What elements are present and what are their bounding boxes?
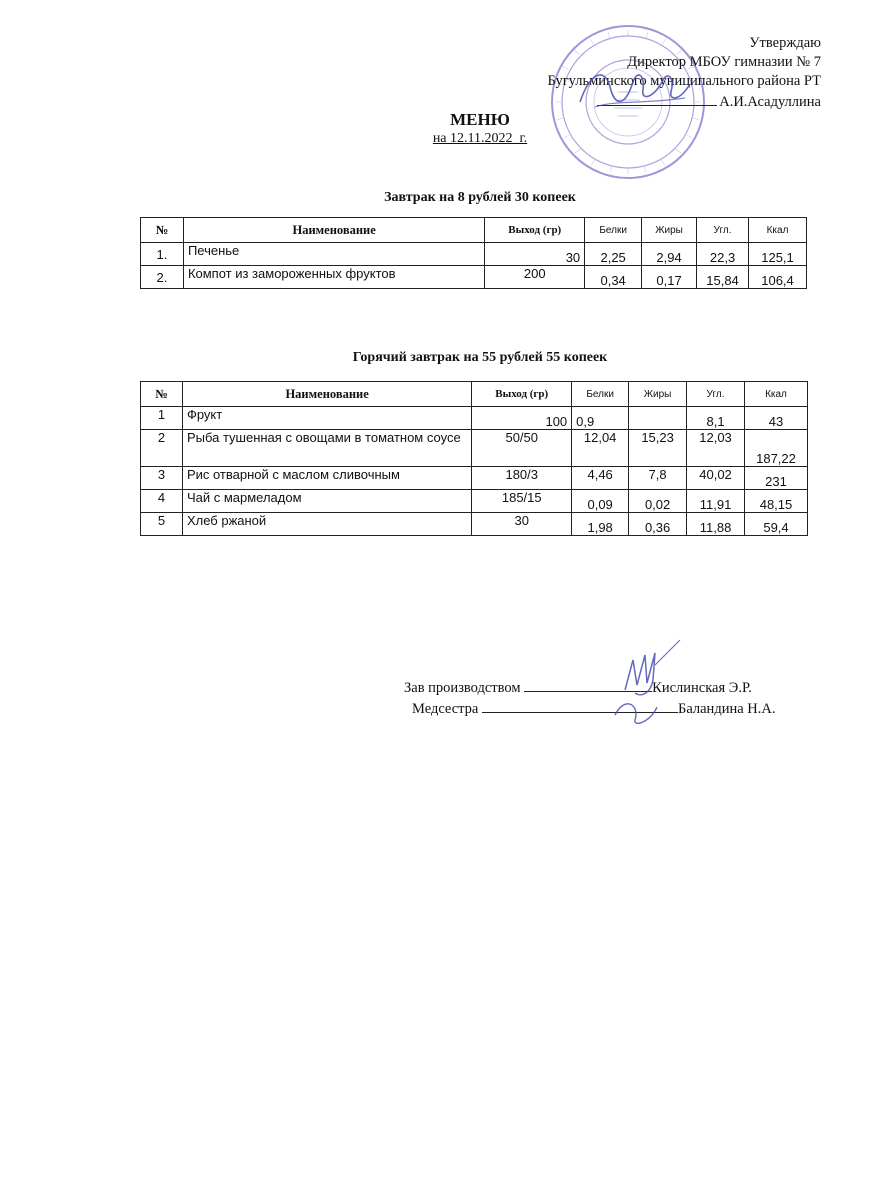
col-header: Наименование — [182, 382, 471, 407]
dish-carbs: 11,88 — [687, 513, 745, 536]
page-title: МЕНЮ — [450, 110, 510, 129]
dish-carbs: 22,3 — [697, 243, 749, 266]
dish-protein: 4,46 — [572, 467, 629, 490]
dish-kcal: 43 — [745, 407, 808, 430]
dish-name: Чай с мармеладом — [182, 490, 471, 513]
col-header: № — [141, 382, 183, 407]
table-row — [141, 243, 807, 266]
hot-breakfast-section-title: Горячий завтрак на 55 рублей 55 копеек — [352, 350, 608, 365]
table-header-row — [141, 218, 807, 243]
col-header: Наименование — [183, 218, 484, 243]
row-number: 4 — [141, 490, 183, 513]
dish-protein: 0,09 — [572, 490, 629, 513]
table-row — [141, 513, 808, 536]
dish-yield: 30 — [472, 513, 572, 536]
dish-name: Рис отварной с маслом сливочным — [182, 467, 471, 490]
table-header-row — [141, 382, 808, 407]
dish-kcal: 59,4 — [745, 513, 808, 536]
dish-name: Печенье — [183, 243, 484, 266]
nurse-name: Баландина Н.А. — [678, 701, 776, 717]
dish-yield: 185/15 — [472, 490, 572, 513]
dish-name: Компот из замороженных фруктов — [183, 266, 484, 289]
row-number: 3 — [141, 467, 183, 490]
dish-name: Хлеб ржаной — [182, 513, 471, 536]
production-label: Зав производством — [404, 680, 521, 696]
dish-carbs: 15,84 — [697, 266, 749, 289]
table-row — [141, 430, 808, 467]
director-signature-icon — [575, 62, 695, 117]
col-header: Выход (гр) — [472, 382, 572, 407]
row-number: 1. — [141, 243, 184, 266]
table-row — [141, 467, 808, 490]
dish-yield: 100 — [472, 407, 572, 430]
dish-kcal: 106,4 — [749, 266, 807, 289]
col-header: Ккал — [749, 218, 807, 243]
col-header: Угл. — [687, 382, 745, 407]
dish-yield: 30 — [485, 243, 585, 266]
approval-line-1: Утверждаю — [749, 35, 821, 51]
dish-fat — [629, 407, 687, 430]
dish-protein: 0,34 — [585, 266, 642, 289]
dish-protein: 12,04 — [572, 430, 629, 467]
row-number: 1 — [141, 407, 183, 430]
col-header: Белки — [572, 382, 629, 407]
dish-carbs: 12,03 — [687, 430, 745, 467]
dish-fat: 0,36 — [629, 513, 687, 536]
dish-kcal: 187,22 — [745, 430, 808, 467]
table-row — [141, 490, 808, 513]
col-header: Белки — [585, 218, 642, 243]
dish-kcal: 48,15 — [745, 490, 808, 513]
row-number: 2 — [141, 430, 183, 467]
hot-breakfast-table — [140, 381, 808, 536]
menu-date — [0, 131, 873, 147]
dish-kcal: 231 — [745, 467, 808, 490]
dish-name: Рыба тушенная с овощами в томатном соусе — [182, 430, 471, 467]
dish-carbs: 40,02 — [687, 467, 745, 490]
approval-line-2: Директор МБОУ гимназии № 7 — [627, 54, 821, 70]
nurse-label: Медсестра — [412, 701, 479, 717]
col-header: Ккал — [745, 382, 808, 407]
dish-protein: 0,9 — [572, 407, 629, 430]
dish-yield: 200 — [485, 266, 585, 289]
col-header: Выход (гр) — [485, 218, 585, 243]
breakfast-section-title: Завтрак на 8 рублей 30 копеек — [384, 190, 576, 205]
col-header: № — [141, 218, 184, 243]
approval-line-3: Бугульминского муниципального района РТ — [547, 73, 821, 89]
col-header: Угл. — [697, 218, 749, 243]
dish-fat: 2,94 — [642, 243, 697, 266]
dish-carbs: 11,91 — [687, 490, 745, 513]
dish-protein: 1,98 — [572, 513, 629, 536]
director-name: А.И.Асадуллина — [719, 94, 821, 110]
staff-signature-icon — [595, 635, 690, 730]
dish-kcal: 125,1 — [749, 243, 807, 266]
row-number: 2. — [141, 266, 184, 289]
row-number: 5 — [141, 513, 183, 536]
dish-carbs: 8,1 — [687, 407, 745, 430]
col-header: Жиры — [629, 382, 687, 407]
dish-fat: 15,23 — [629, 430, 687, 467]
dish-protein: 2,25 — [585, 243, 642, 266]
dish-name: Фрукт — [182, 407, 471, 430]
nurse-line — [412, 699, 775, 718]
production-name: Кислинская Э.Р. — [652, 680, 752, 696]
menu-date-text: на 12.11.2022_г. — [432, 131, 528, 146]
dish-yield: 180/3 — [472, 467, 572, 490]
dish-yield: 50/50 — [472, 430, 572, 467]
table-row — [141, 407, 808, 430]
production-manager-line — [404, 678, 752, 697]
dish-fat: 0,17 — [642, 266, 697, 289]
table-row — [141, 266, 807, 289]
dish-fat: 0,02 — [629, 490, 687, 513]
breakfast-table — [140, 217, 807, 289]
dish-fat: 7,8 — [629, 467, 687, 490]
col-header: Жиры — [642, 218, 697, 243]
